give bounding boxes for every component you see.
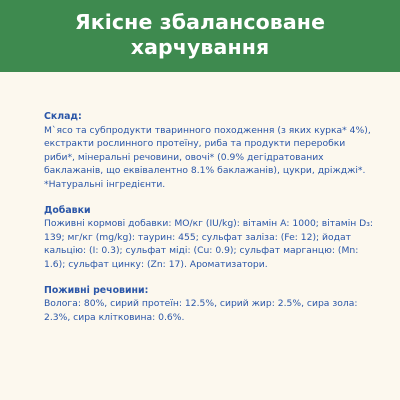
additives-section <box>44 204 374 272</box>
nutrients-text: Волога: 80%, сирий протеїн: 12.5%, сирий жир: 2.5%, сира зола: 2.3%, сира клітковина: 0.6%. <box>44 298 358 323</box>
nutrients-heading: Поживні речовини: <box>44 284 149 296</box>
natural-ingredients-note: *Натуральні інгредієнти. <box>44 178 166 190</box>
nutrients-section <box>44 284 374 325</box>
composition-heading: Склад: <box>44 111 82 122</box>
additives-heading: Добавки <box>44 204 91 216</box>
additives-text: Поживні кормові добавки: МО/кг (IU/kg): вітамін А: 1000; вітамін D₃: 139; мг/кг (mg/kg): таурин: 455; сульфат заліза: (Fe: 12); йодат кальцію: (I: 0.3); сульфат міді: (Cu: 0.9); сульфат марганцю: (Mn: 1.6); сульфат цинку: (Zn: 17). Ароматизатори. <box>44 218 374 270</box>
composition-section <box>44 110 374 192</box>
product-info <box>44 110 374 336</box>
page-title: Якісне збалансоване харчування <box>74 10 326 59</box>
title-banner <box>0 0 400 72</box>
composition-text: М`ясо та субпродукти тваринного походження (з яких курка* 4%), екстракти рослинного протеїну, риба та продукти переробки риби*, мінеральні речовини, овочі* (0.9% дегідратованих баклажанів, що еквівалентно 8.1% баклажанів), цукри, дріжджі*. <box>44 124 371 177</box>
